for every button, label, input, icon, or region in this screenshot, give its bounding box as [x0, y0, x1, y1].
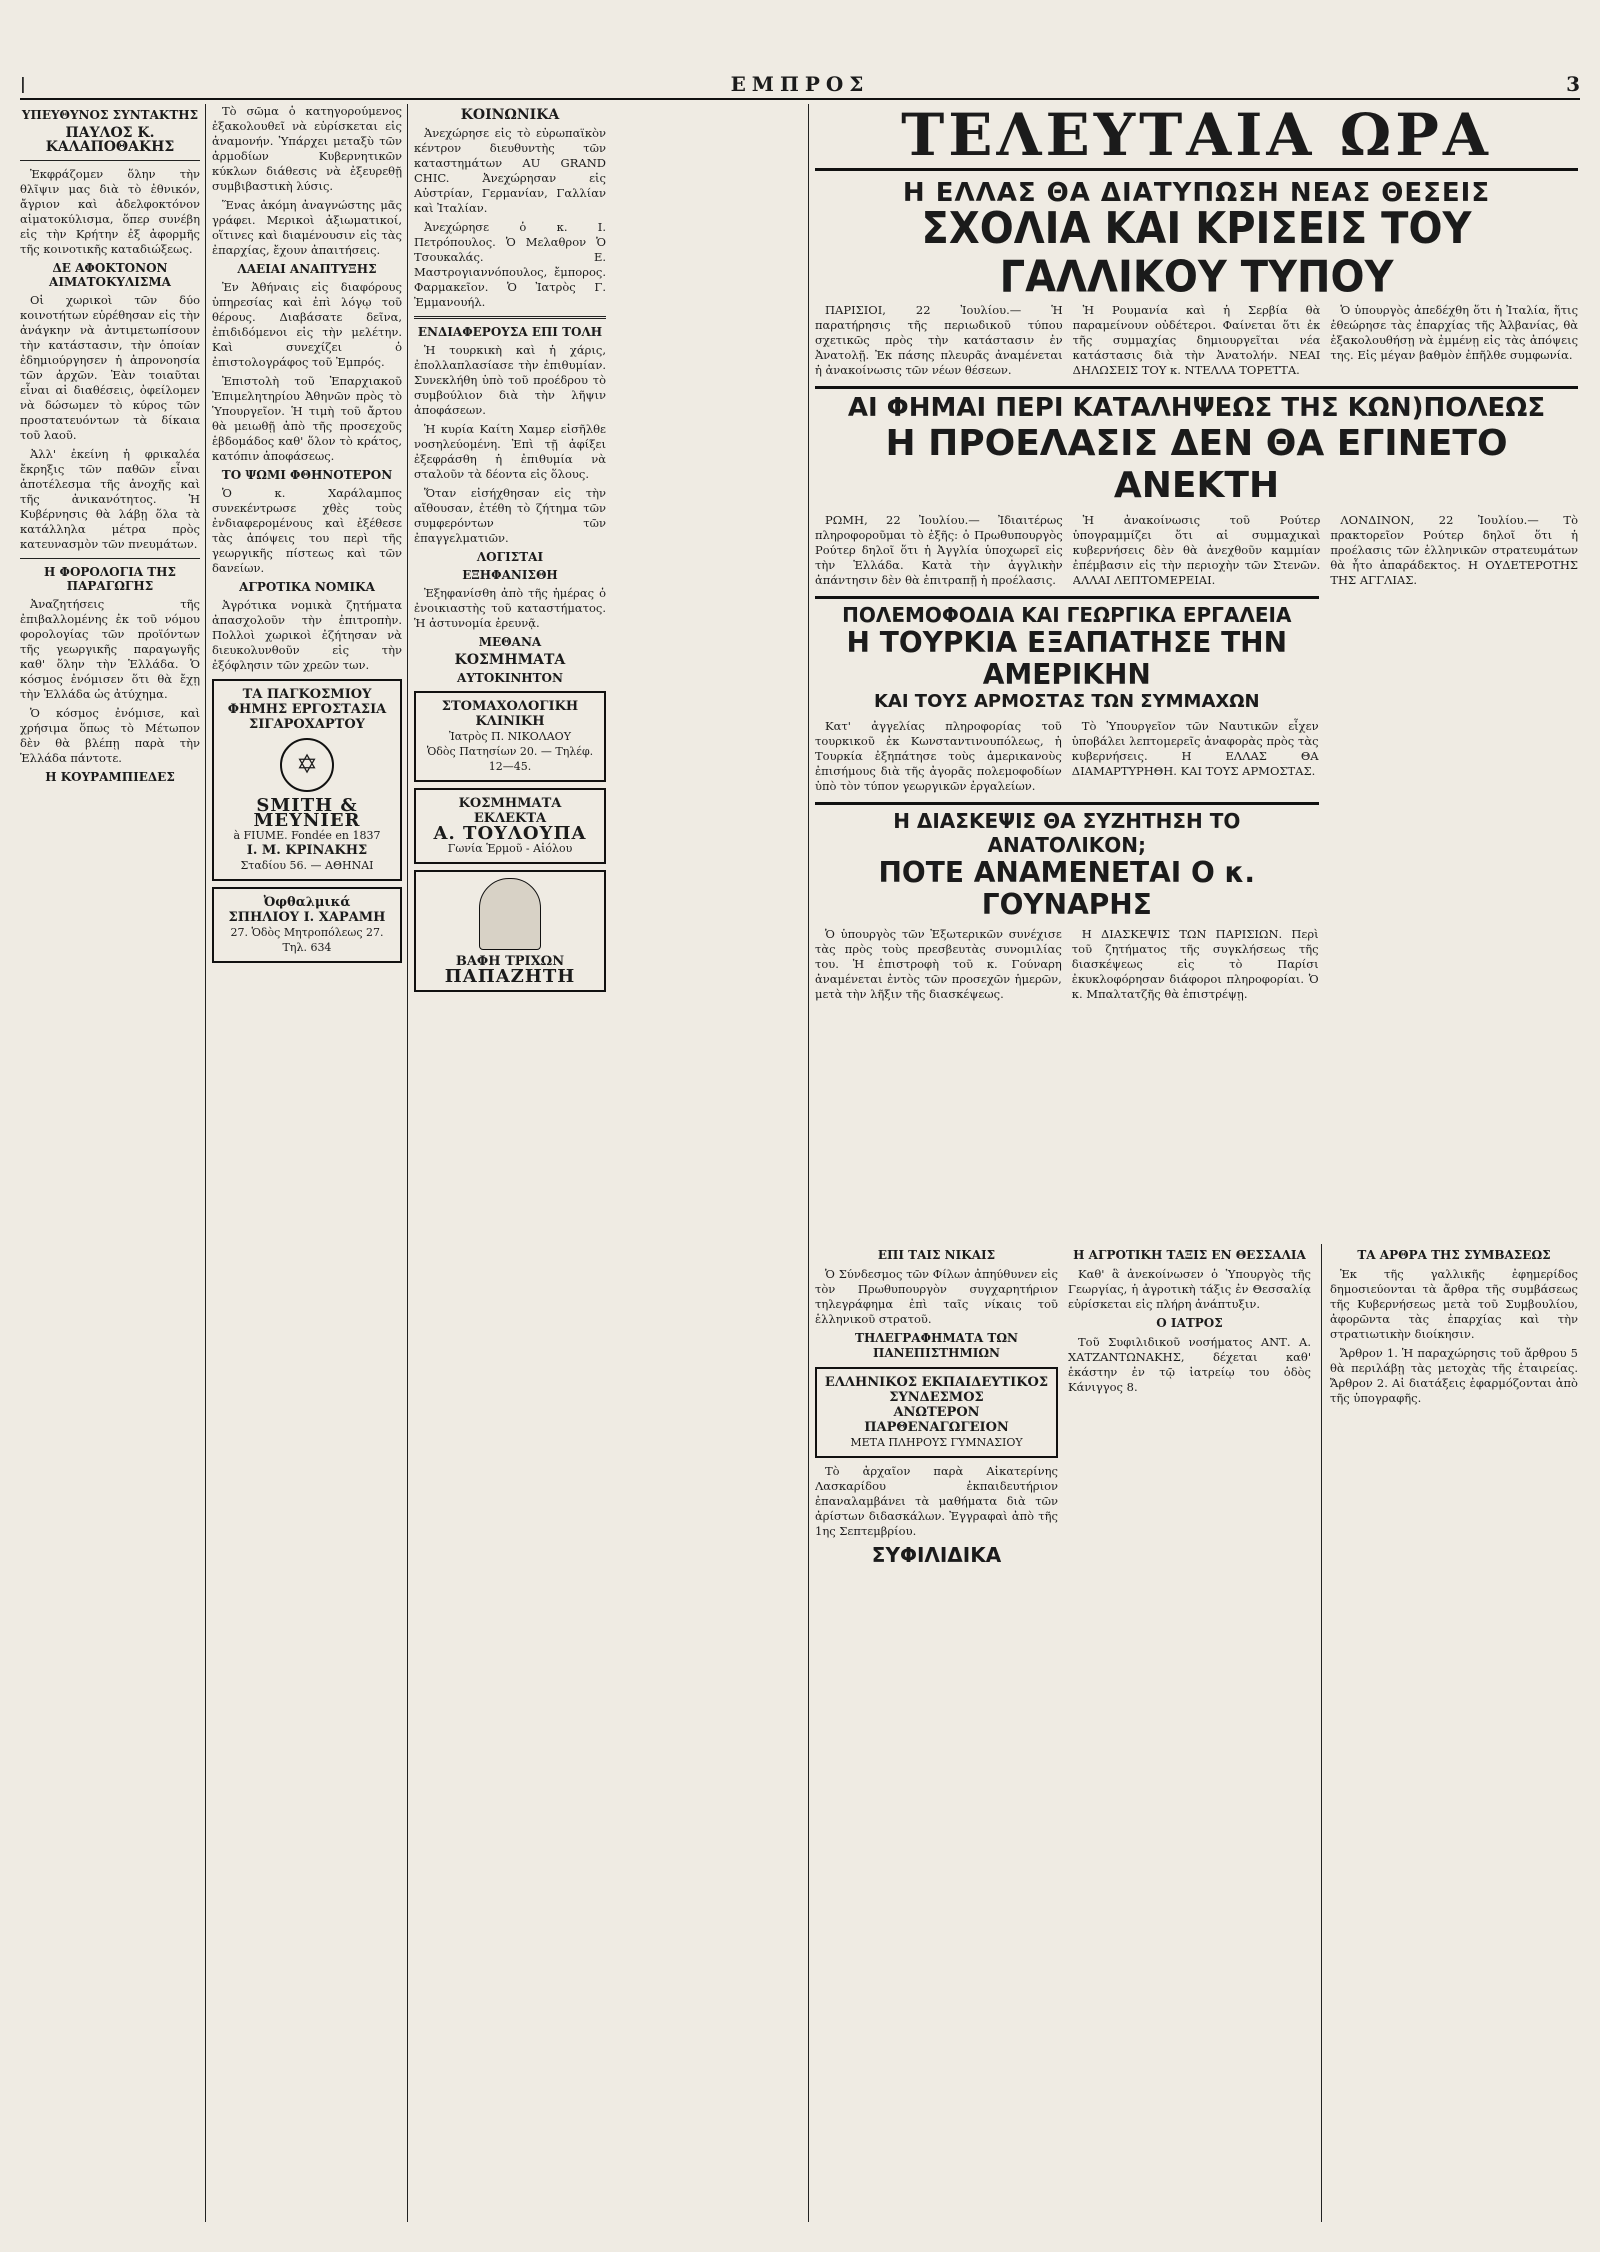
headline-french-press: ΣΧΟΛΙΑ ΚΑΙ ΚΡΙΣΕΙΣ ΤΟΥ ΓΑΛΛΙΚΟΥ ΤΥΠΟΥ	[921, 203, 1472, 303]
column-1	[20, 104, 200, 2222]
col3-ad-jewelry: ΚΟΣΜΗΜΑΤΑ	[454, 652, 566, 668]
col2-text-4: Ἐπιστολὴ τοῦ Ἐπαρχιακοῦ Ἐπιμελητηρίου Ἀθηνῶν πρὸς τὸ Ὑπουργεῖον. Ἡ τιμὴ τοῦ ἄρτου θὰ μειωθῇ ἀπὸ τῆς προσεχοῦς ἑβδομάδος καθ' ὅλον τὸ κράτος, κατόπιν ἀποφάσεως.	[212, 374, 402, 463]
ad-ophthalmic-title: Ὀφθαλμικά	[263, 895, 351, 910]
col1-text-5: Ὁ κόσμος ἐνόμισε, καὶ χρήσιμα ὅπως τὸ Μέτωπον δὲν θὰ βλέπῃ παρὰ τὴν Ἑλλάδα πάντοτε.	[20, 706, 200, 765]
headline-rumors-constantinople: ΑΙ ΦΗΜΑΙ ΠΕΡΙ ΚΑΤΑΛΗΨΕΩΣ ΤΗΣ ΚΩΝ)ΠΟΛΕΩΣ	[847, 393, 1546, 423]
convention-column	[1321, 1244, 1578, 2222]
latest-hour-banner: ΤΕΛΕΥΤΑΙΑ ΩΡΑ	[815, 104, 1578, 171]
ad-education-line-1: ΕΛΛΗΝΙΚΟΣ ΕΚΠΑΙΔΕΥΤΙΚΟΣ ΣΥΝΔΕΣΜΟΣ	[824, 1375, 1049, 1405]
portrait-icon	[479, 878, 541, 950]
col3-heading-5: ΜΕΘΑΝΑ	[478, 635, 542, 649]
ad-hair-dye-line-2: ΠΑΠΑΖΗΤΗ	[444, 966, 576, 987]
heading-syphilis: ΣΥΦΙΛΙΔΙΚΑ	[871, 1543, 1002, 1567]
heading-agrarian: Η ΑΓΡΟΤΙΚΗ ΤΑΞΙΣ ΕΝ ΘΕΣΣΑΛΙΑ	[1073, 1248, 1306, 1262]
col2-heading-2: ΤΟ ΨΩΜΙ ΦΘΗΝΟΤΕΡΟΝ	[221, 468, 393, 482]
col1-text-2: Οἱ χωρικοὶ τῶν δύο κοινοτήτων εὑρέθησαν εἰς τὴν ἀνάγκην νὰ ἀντιμετωπίσουν τὴν κατάστασιν, τὴν ὁποίαν ἐδημιούργησεν ἡ ἀπρονοησία τῶν ἀρχῶν. Ἐὰν τοιαῦται εἶναι αἱ διαθέσεις, ὀφείλομεν νὰ δώσωμεν τὸ κύρος τῶν προστατευόντων τὰ δίκαια τοῦ λαοῦ.	[20, 293, 200, 442]
col2-text-5: Ὁ κ. Χαράλαμπος συνεκέντρωσε χθὲς τοὺς ἐνδιαφερομένους καὶ ἐξέθεσε τὰς ἀπόψεις του περὶ τῆς γεωργικῆς πίστεως καὶ τῶν δανείων.	[212, 486, 402, 575]
lower-right-section	[815, 1244, 1578, 2222]
agrarian-text: Καθ' ἃ ἀνεκοίνωσεν ὁ Ὑπουργὸς τῆς Γεωργίας, ἡ ἀγροτικὴ τάξις ἐν Θεσσαλίᾳ εὑρίσκεται εἰς πλήρη ἀνάπτυξιν.	[1068, 1267, 1311, 1311]
story-1-p3: Ὁ ὑπουργὸς ἀπεδέχθη ὅτι ἡ Ἰταλία, ἥτις ἐθεώρησε τὰς ἐπαρχίας τῆς Ἀλβανίας, θὰ ἐξακολουθήσῃ νὰ ἐμμένῃ εἰς τὰς ἀπόψεις της. Εἰς μέγαν βαθμὸν ἐπῆλθε συμφωνία.	[1330, 303, 1579, 362]
col2-text-2: Ἕνας ἀκόμη ἀναγνώστης μᾶς γράφει. Μερικοὶ ἀξιωματικοί, οἵτινες καὶ διαμένουσιν εἰς τὰς ἐπαρχίας, ἔχουν ἀπαιτήσεις.	[212, 198, 402, 257]
col3-heading-2: ΕΝΔΙΑΦΕΡΟΥΣΑ ΕΠΙ ΤΟΛΗ	[417, 325, 603, 339]
col1-text-3: Ἀλλ' ἐκείνη ἡ φρικαλέα ἔκρηξις τῶν παθῶν εἶναι ἀποτέλεσμα τῆς ἀνοχῆς καὶ τῆς ἀνικανότητος. Ἡ Κυβέρνησις θὰ λάβῃ ὅλα τὰ κατάλληλα μέτρα πρὸς κατευνασμὸν τῶν πνευμάτων.	[20, 447, 200, 551]
ad-hair-dye-line-1: ΒΑΦΗ ΤΡΙΧΩΝ	[455, 954, 565, 969]
heading-victories: ΕΠΙ ΤΑΙΣ ΝΙΚΑΙΣ	[877, 1248, 996, 1262]
ad-touloupa	[414, 788, 606, 864]
victories-text: Ὁ Σύνδεσμος τῶν Φίλων ἀπηύθυνεν εἰς τὸν Πρωθυπουργὸν συγχαρητήριον τηλεγράφημα ἐπὶ ταῖς νίκαις τοῦ ἑλληνικοῦ στρατοῦ.	[815, 1267, 1058, 1326]
ad-smith-title: ΤΑ ΠΑΓΚΟΣΜΙΟΥ ΦΗΜΗΣ ΕΡΓΟΣΤΑΣΙΑ ΣΙΓΑΡΟΧΑΡΤΟΥ	[227, 687, 387, 732]
col1-heading-3: Η ΚΟΥΡΑΜΠΙΕΔΕΣ	[45, 770, 175, 784]
headline-greece-positions: Η ΕΛΛΑΣ ΘΑ ΔΙΑΤΥΠΩΣΗ ΝΕΑΣ ΘΕΣΕΙΣ	[902, 178, 1491, 208]
ad-education	[815, 1367, 1058, 1458]
col3-text-4: Ἡ κυρία Καίτη Χαμερ εἰσῆλθε νοσηλεύομένη. Ἐπὶ τῇ ἀφίξει ἐξεφράσθη ἡ ἐπιθυμία νὰ σταλοῦν τὰ δέοντα εἰς ὅλους.	[414, 422, 606, 481]
col2-heading-3: ΑΓΡΟΤΙΚΑ ΝΟΜΙΚΑ	[239, 580, 375, 594]
story-4-p1: Ὁ ὑπουργὸς τῶν Ἐξωτερικῶν συνέχισε τὰς πρὸς τοὺς πρεσβευτὰς συνομιλίας του. Ἡ ἐπιστροφὴ τοῦ κ. Γούναρη ἀναμένεται ἐντὸς τῶν προσεχῶν ἡμερῶν, μετὰ τὴν λῆξιν τῆς διασκέψεως.	[815, 927, 1062, 1001]
col3-ad-auto: ΑΥΤΟΚΙΝΗΤΟΝ	[457, 671, 563, 685]
ad-clinic-address: Ὁδὸς Πατησίων 20. — Τηλέφ. 12—45.	[426, 745, 594, 773]
convention-text-2: Ἄρθρον 1. Ἡ παραχώρησις τοῦ ἄρθρου 5 θὰ περιλάβῃ τὰς μετοχὰς τῆς ἑταιρείας. Ἄρθρον 2. Αἱ διατάξεις ἐφαρμόζονται ἀπὸ τῆς ὑπογραφῆς.	[1330, 1346, 1578, 1405]
heading-doctor: Ο ΙΑΤΡΟΣ	[1156, 1316, 1223, 1330]
col3-text-1: Ἀνεχώρησε εἰς τὸ εὐρωπαϊκὸν κέντρον διευθυντὴς τῶν καταστημάτων AU GRAND CHIC. Ἀνεχώρησαν εἰς Αὐστρίαν, Γερμανίαν, Γαλλίαν καὶ Ἰταλίαν.	[414, 126, 606, 215]
story-1-p2: Ἡ Ρουμανία καὶ ἡ Σερβία θὰ παραμείνουν οὐδέτεροι. Φαίνεται ὅτι ἐκ τῆς συμμαχίας δημιουργεῖται νέα κατάστασις διὰ τὴν Ἀνατολήν. ΝΕΑΙ ΔΗΛΩΣΕΙΣ ΤΟΥ κ. ΝΤΕΛΛΑ ΤΟΡΕΤΤΑ.	[1072, 303, 1321, 377]
col1-heading-1: ΔΕ ΑΦΟΚΤΟΝΟΝ ΑΙΜΑΤΟΚΥΛΙΣΜΑ	[49, 261, 171, 289]
headline-advance: Η ΠΡΟΕΛΑΣΙΣ ΔΕΝ ΘΑ ΕΓΙΝΕΤΟ ΑΝΕΚΤΗ	[885, 423, 1508, 506]
masthead-title: ΕΜΠΡΟΣ	[730, 72, 870, 96]
ad-smith-city: à FIUME. Fondée en 1837	[233, 829, 381, 842]
doctor-text: Τοῦ Συφιλιδικοῦ νοσήματος ΑΝΤ. Α. ΧΑΤΖΑΝΤΩΝΑΚΗΣ, δέχεται καθ' ἑκάστην ἐν τῷ ἰατρείῳ του ὁδὸς Κάνιγγος 8.	[1068, 1335, 1311, 1394]
headline-gounaris: ΠΟΤΕ ΑΝΑΜΕΝΕΤΑΙ Ο κ. ΓΟΥΝΑΡΗΣ	[878, 856, 1256, 921]
heading-telegrams: ΤΗΛΕΓΡΑΦΗΜΑΤΑ ΤΩΝ ΠΑΝΕΠΙΣΤΗΜΙΩΝ	[855, 1331, 1018, 1360]
headline-turkey-america: Η ΤΟΥΡΚΙΑ ΕΞΑΠΑΤΗΣΕ ΤΗΝ ΑΜΕΡΙΚΗΝ	[846, 626, 1288, 691]
col2-heading-1: ΛΑΕΙΑΙ ΑΝΑΠΤΥΞΗΣ	[237, 262, 377, 276]
heading-convention: ΤΑ ΑΡΘΡΑ ΤΗΣ ΣΥΜΒΑΣΕΩΣ	[1357, 1248, 1551, 1262]
story-2	[815, 513, 1578, 592]
ad-ophthalmic	[212, 887, 402, 963]
story-3-p1: Κατ' ἀγγελίας πληροφορίας τοῦ τουρκικοῦ ἐκ Κωνσταντινουπόλεως, ἡ Τουρκία ἐξηπάτησε τοὺς ἀμερικανοὺς ἐπισήμους διὰ τῆς ἀγορᾶς πολεμοφοδίων ὑπὸ τὸν τύπον γεωργικῶν ἐργαλείων.	[815, 719, 1062, 793]
page-number: 3	[1566, 72, 1580, 96]
col2-text-3: Ἐν Ἀθήναις εἰς διαφόρους ὑπηρεσίας καὶ ἐπὶ λόγῳ τοῦ θέρους. Διαβάσατε δεῖνα, ἐπιδιδόμενοι εἰς τὴν μελέτην. Καὶ συνεχίζει ὁ ἐπιστολογράφος τοῦ Ἐμπρός.	[212, 280, 402, 369]
col1-text-1: Ἐκφράζομεν ὅλην τὴν θλῖψιν μας διὰ τὸ ἐθνικόν, ἄγριον καὶ ἀδελφοκτόνον αἱματοκύλισμα, ὅπερ συνέβη εἰς τὴν Κρήτην ἐξ ἀφορμῆς τῆς κοινοτικῆς καταδιώξεως.	[20, 167, 200, 256]
col3-heading-3: ΛΟΓΙΣΤΑΙ	[476, 550, 544, 564]
masthead	[20, 72, 1580, 100]
col3-heading-1: ΚΟΙΝΩΝΙΚΑ	[460, 107, 560, 123]
ad-ophthalmic-name: ΣΠΗΛΙΟΥ Ι. ΧΑΡΑΜΗ	[228, 910, 386, 925]
ad-smith-agent: Ι. Μ. ΚΡΙΝΑΚΗΣ	[246, 843, 368, 858]
responsible-editor-title: ΥΠΕΥΘΥΝΟΣ ΣΥΝΤΑΚΤΗΣ	[21, 108, 199, 122]
col1-text-4: Ἀναζητήσεις τῆς ἐπιβαλλομένης ἐκ τοῦ νόμου φορολογίας τῶν προϊόντων τῆς γεωργικῆς παραγωγῆς καθ' ὅλην τὴν Ἑλλάδα. Ὁ κόσμος ἐνόμισεν ὅτι θὰ ἔχῃ τὴν Ἑλλάδα ὡς ἀτύχημα.	[20, 597, 200, 701]
story-2-p1: ΡΩΜΗ, 22 Ἰουλίου.— Ἰδιαιτέρως πληροφοροῦμαι τὸ ἐξῆς: ὁ Πρωθυπουργὸς Ρούτερ δηλοῖ ὅτι ἡ Ἀγγλία ὑποχωρεῖ εἰς τὴν Ἑλλάδα. Κατὰ τὴν ἀγγλικὴν ἀπάντησιν δὲν θὰ ἐπιτραπῇ ἡ προέλασις.	[815, 513, 1063, 587]
story-1-p1: ΠΑΡΙΣΙΟΙ, 22 Ἰουλίου.— Ἡ παρατήρησις τῆς περιωδικοῦ τύπου σχετικῶς πρὸς τὴν κατάστασιν ἐν Ἀνατολῇ. Ἐκ πάσης πλευρᾶς ἀναμένεται ἡ ἀνακοίνωσις τῶν νέων θέσεων.	[815, 303, 1063, 377]
column-3	[414, 104, 606, 2222]
col1-heading-2: Η ΦΟΡΟΛΟΓΙΑ ΤΗΣ ΠΑΡΑΓΩΓΗΣ	[43, 565, 177, 593]
column-2	[212, 104, 402, 2222]
star-logo-icon: ✡	[280, 738, 334, 792]
ad-clinic-name: Ἰατρὸς Π. ΝΙΚΟΛΑΟΥ	[449, 730, 571, 743]
ad-smith-address: Σταδίου 56. — ΑΘΗΝΑΙ	[240, 859, 374, 872]
education-text: Τὸ ἀρχαῖον παρὰ Αἰκατερίνης Λασκαρίδου ἐκπαιδευτήριον ἐπαναλαμβάνει τὰ μαθήματα διὰ τῶν ἀρίστων διδασκάλων. Ἐγγραφαὶ ἀπὸ τῆς 1ης Σεπτεμβρίου.	[815, 1464, 1058, 1538]
story-3-p2: Τὸ Ὑπουργεῖον τῶν Ναυτικῶν εἶχεν ὑποβάλει λεπτομερεῖς ἀναφορὰς πρὸς τὰς κυβερνήσεις. Η ΕΛΛΑΣ ΘΑ ΔΙΑΜΑΡΤΥΡΗΘΗ. ΚΑΙ ΤΟΥΣ ΑΡΜΟΣΤΑΣ.	[1071, 719, 1319, 778]
ad-smith-meynier	[212, 679, 402, 881]
ad-smith-brand: SMITH & MEYNIER	[253, 795, 361, 831]
headline-conference: Η ΔΙΑΣΚΕΨΙΣ ΘΑ ΣΥΖΗΤΗΣΗ ΤΟ ΑΝΑΤΟΛΙΚΟΝ;	[893, 809, 1241, 857]
ad-touloupa-line-3: Γωνία Ἑρμοῦ - Αἰόλου	[447, 842, 573, 855]
col2-text-6: Ἀγρότικα νομικὰ ζητήματα ἀπασχολοῦν τὴν ἐπιτροπὴν. Πολλοὶ χωρικοὶ ἐζήτησαν νὰ διευκολυνθοῦν εἰς τὴν ἐξόφλησιν τῶν χρεῶν των.	[212, 598, 402, 672]
ad-hair-dye	[414, 870, 606, 992]
ad-clinic-title: ΣΤΟΜΑΧΟΛΟΓΙΚΗ ΚΛΙΝΙΚΗ	[441, 699, 579, 729]
col3-text-6: Ἐξηφανίσθη ἀπὸ τῆς ἡμέρας ὁ ἐνοικιαστὴς τοῦ καταστήματος. Ἡ ἀστυνομία ἐρευνᾷ.	[414, 586, 606, 630]
ad-ophthalmic-address: 27. Ὁδὸς Μητροπόλεως 27. Τηλ. 634	[230, 926, 384, 954]
ad-education-line-3: ΜΕΤΑ ΠΛΗΡΟΥΣ ΓΥΜΝΑΣΙΟΥ	[850, 1436, 1023, 1449]
responsible-editor-name: ΠΑΥΛΟΣ Κ. ΚΑΛΑΠΟΘΑΚΗΣ	[45, 125, 175, 155]
col3-text-3: Ἡ τουρκικὴ καὶ ἡ χάρις, ἐπολλαπλασίασε τὴν ἐπιθυμίαν. Συνεκλήθη ὑπὸ τοῦ προέδρου τὸ συμβούλιον διὰ τὴν λῆψιν ἀποφάσεων.	[414, 343, 606, 417]
ad-touloupa-line-2: Α. ΤΟΥΛΟΥΠΑ	[433, 823, 587, 844]
headline-munitions: ΠΟΛΕΜΟΦΟΔΙΑ ΚΑΙ ΓΕΩΡΓΙΚΑ ΕΡΓΑΛΕΙΑ	[842, 603, 1292, 627]
col3-heading-4: ΕΞΗΦΑΝΙΣΘΗ	[462, 568, 558, 582]
story-1	[815, 303, 1578, 382]
col3-text-5: Ὅταν εἰσήχθησαν εἰς τὴν αἴθουσαν, ἐτέθη τὸ ζήτημα τῶν συμφερόντων τῶν ἐπαγγελματιῶν.	[414, 486, 606, 545]
col3-text-2: Ἀνεχώρησε ὁ κ. Ι. Πετρόπουλος. Ὁ Μελαθρον Ὁ Τσουκαλάς. Ε. Μαστρογιαννόπουλος, ἔμπορος. Φαρμακεῖον. Ὁ Ἰατρὸς Γ. Ἐμμανουήλ.	[414, 220, 606, 309]
story-2-p3: ΛΟΝΔΙΝΟΝ, 22 Ἰουλίου.— Τὸ πρακτορεῖον Ρούτερ δηλοῖ ὅτι ἡ προέλασις τῶν ἑλληνικῶν στρατευμάτων θὰ ἦτο ἀπαράδεκτος. Η ΟΥΔΕΤΕΡΟΤΗΣ ΤΗΣ ΑΓΓΛΙΑΣ.	[1330, 513, 1579, 587]
ad-education-line-2: ΑΝΩΤΕΡΟΝ ΠΑΡΘΕΝΑΓΩΓΕΙΟΝ	[864, 1405, 1009, 1435]
col2-text-1: Τὸ σῶμα ὁ κατηγορούμενος ἐξακολουθεῖ νὰ εὑρίσκεται εἰς ἀναμονήν. Ὑπάρχει μεταξὺ τῶν ἀρμοδίων Κυβερνητικῶν κύκλων διάθεσις νὰ ἐξευρεθῇ συμβιβαστικὴ λύσις.	[212, 104, 402, 193]
ad-stomach-clinic	[414, 691, 606, 782]
story-2-p2: Ἡ ἀνακοίνωσις τοῦ Ρούτερ ὑπογραμμίζει ὅτι αἱ συμμαχικαὶ κυβερνήσεις δὲν θὰ ἀνεχθοῦν καμμίαν ἐπέμβασιν εἰς τὴν περιοχὴν τῶν Στενῶν. ΑΛΛΑΙ ΛΕΠΤΟΜΕΡΕΙΑΙ.	[1072, 513, 1321, 587]
latest-news-section	[815, 101, 1579, 2222]
headline-allies: ΚΑΙ ΤΟΥΣ ΑΡΜΟΣΤΑΣ ΤΩΝ ΣΥΜΜΑΧΩΝ	[873, 691, 1260, 712]
masthead-left: |	[20, 74, 26, 93]
convention-text-1: Ἐκ τῆς γαλλικῆς ἐφημερίδος δημοσιεύονται τὰ ἄρθρα τῆς συμβάσεως τῆς Κυβερνήσεως μετὰ τοῦ Συμβουλίου, ἀφορῶντα τὰς ἐπαρχίας καὶ τὴν στρατιωτικὴν διοίκησιν.	[1330, 1267, 1578, 1341]
story-4-p2: Η ΔΙΑΣΚΕΨΙΣ ΤΩΝ ΠΑΡΙΣΙΩΝ. Περὶ τοῦ ζητήματος τῆς συγκλήσεως τῆς διασκέψεως εἰς τὸ Παρίσι ἐκυκλοφόρησαν διάφοροι πληροφορίαι. Ὁ κ. Μπαλτατζῆς θὰ ἐπιστρέψῃ.	[1071, 927, 1319, 1001]
ad-touloupa-line-1: ΚΟΣΜΗΜΑΤΑ ΕΚΛΕΚΤΑ	[458, 796, 562, 826]
